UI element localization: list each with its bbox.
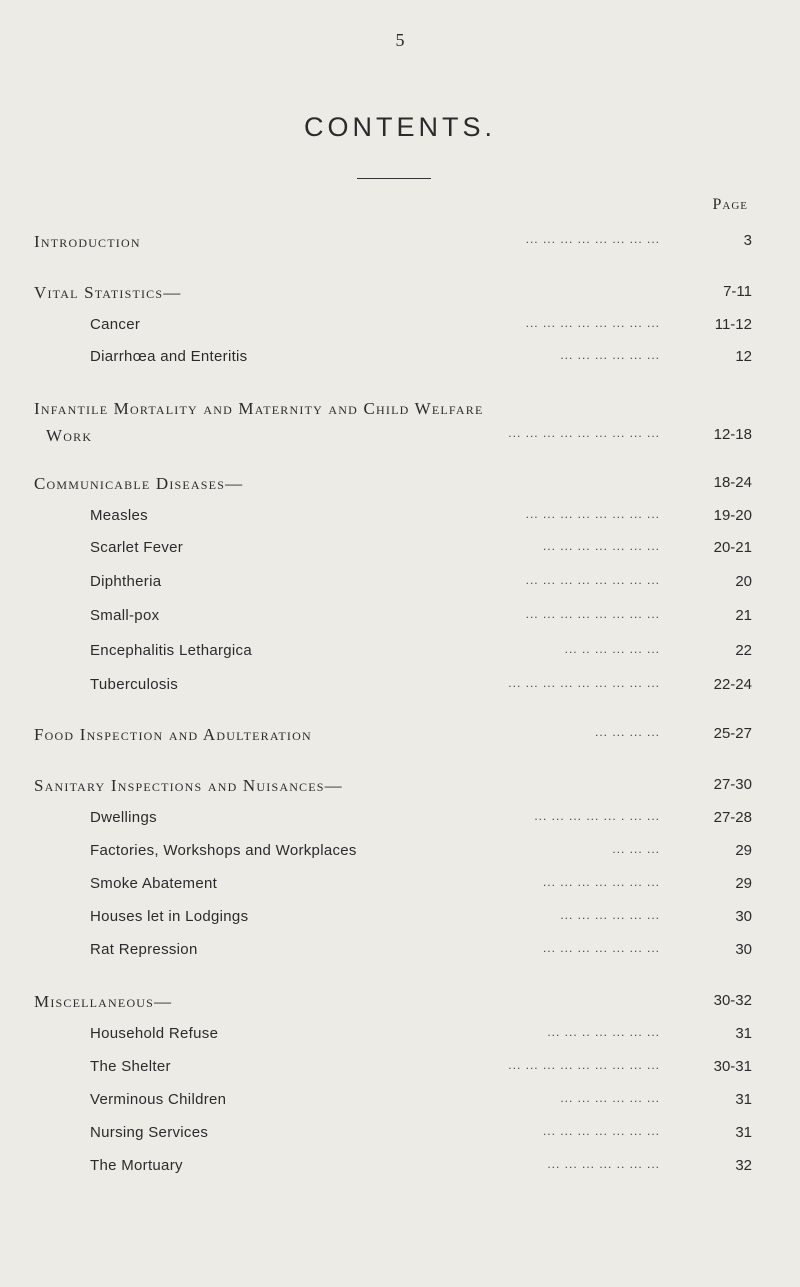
toc-entry-scarlet-fever — [0, 539, 800, 563]
leader-dots: ... ... ... ... ... ... ... ... ... — [508, 676, 660, 690]
toc-entry-page: 3 — [743, 232, 752, 249]
toc-entry-communicable-diseases — [0, 474, 800, 498]
toc-entry-page: 27-30 — [713, 776, 752, 793]
toc-entry-page: 20 — [735, 573, 752, 590]
toc-entry-label: Rat Repression — [90, 941, 198, 958]
toc-entry-page: 22 — [735, 642, 752, 659]
leader-dots: ... ... ... ... ... ... ... ... — [525, 232, 660, 246]
leader-dots: ... ... ... ... ... ... ... ... ... — [508, 1058, 660, 1072]
toc-entry-label: Factories, Workshops and Workplaces — [90, 842, 357, 859]
toc-entry-page: 11-12 — [714, 316, 752, 333]
toc-entry-work — [0, 426, 800, 450]
toc-entry-page: 30-32 — [713, 992, 752, 1009]
toc-entry-label: Diarrhœa and Enteritis — [90, 348, 248, 365]
toc-entry-page: 7-11 — [723, 283, 752, 300]
toc-entry-label: Measles — [90, 507, 148, 524]
toc-entry-vital-statistics — [0, 283, 800, 307]
toc-entry-page: 31 — [735, 1025, 752, 1042]
toc-entry-label: Infantile Mortality and Maternity and Child Welfare — [34, 399, 484, 418]
toc-entry-nursing-services — [0, 1124, 800, 1148]
toc-entry-page: 29 — [735, 842, 752, 859]
toc-entry-label: Sanitary Inspections and Nuisances— — [34, 776, 343, 795]
toc-entry-label: Small-pox — [90, 607, 160, 624]
leader-dots: ... ... ... ... ... ... ... ... — [525, 507, 660, 521]
toc-entry-page: 31 — [735, 1124, 752, 1141]
leader-dots: ... ... ... ... ... ... ... ... ... — [508, 426, 660, 440]
leader-dots: ... ... ... ... ... ... — [560, 1091, 660, 1105]
toc-entry-label: Vital Statistics— — [34, 283, 182, 302]
toc-entry-sanitary-inspections — [0, 776, 800, 800]
toc-entry-page: 32 — [735, 1157, 752, 1174]
toc-entry-label: The Mortuary — [90, 1157, 183, 1174]
toc-entry-label: Household Refuse — [90, 1025, 219, 1042]
page-title: CONTENTS. — [303, 112, 496, 142]
toc-entry-label: Work — [46, 426, 93, 445]
toc-entry-page: 18-24 — [713, 474, 752, 491]
toc-entry-verminous-children — [0, 1091, 800, 1115]
toc-entry-page: 30 — [735, 941, 752, 958]
toc-entry-measles — [0, 507, 800, 531]
toc-entry-page: 29 — [735, 875, 752, 892]
toc-entry-page: 31 — [735, 1091, 752, 1108]
toc-entry-label: Encephalitis Lethargica — [90, 642, 252, 659]
toc-entry-label: Diphtheria — [90, 573, 162, 590]
toc-entry-label: Dwellings — [90, 809, 157, 826]
toc-entry-page: 20-21 — [713, 539, 752, 556]
toc-entry-the-mortuary — [0, 1157, 800, 1181]
toc-entry-household-refuse — [0, 1025, 800, 1049]
toc-entry-infantile-mortality — [0, 399, 800, 423]
toc-entry-the-shelter — [0, 1058, 800, 1082]
leader-dots: ... ... ... ... ... ... ... — [542, 539, 660, 553]
leader-dots: ... ... ... ... ... ... ... — [542, 941, 660, 955]
toc-entry-label: Scarlet Fever — [90, 539, 184, 556]
toc-entry-page: 12 — [735, 348, 752, 365]
toc-entry-page: 30 — [735, 908, 752, 925]
toc-entry-introduction — [0, 232, 800, 256]
leader-dots: ... ... ... ... ... . ... ... — [534, 809, 660, 823]
leader-dots: ... ... ... ... — [594, 725, 660, 739]
toc-entry-label: Smoke Abatement — [90, 875, 218, 892]
toc-entry-page: 22-24 — [713, 676, 752, 693]
leader-dots: ... ... ... — [612, 842, 660, 856]
toc-entry-dwellings — [0, 809, 800, 833]
toc-entry-food-inspection — [0, 725, 800, 749]
toc-entry-label: Tuberculosis — [90, 676, 179, 693]
toc-entry-label: Verminous Children — [90, 1091, 227, 1108]
leader-dots: ... ... ... ... ... ... — [560, 908, 660, 922]
leader-dots: ... ... .. ... ... ... ... — [547, 1025, 660, 1039]
toc-entry-rat-repression — [0, 941, 800, 965]
page-column-header: Page — [712, 196, 748, 213]
toc-entry-diarrhoea — [0, 348, 800, 372]
leader-dots: ... ... ... ... ... ... ... — [542, 1124, 660, 1138]
toc-entry-houses-lodgings — [0, 908, 800, 932]
toc-entry-page: 21 — [735, 607, 752, 624]
toc-entry-tuberculosis — [0, 676, 800, 700]
page-number: 5 — [395, 30, 405, 50]
leader-dots: ... ... ... ... ... ... ... ... — [525, 316, 660, 330]
toc-entry-factories — [0, 842, 800, 866]
toc-entry-smoke-abatement — [0, 875, 800, 899]
toc-entry-label: Introduction — [34, 232, 141, 251]
toc-entry-label: Cancer — [90, 316, 141, 333]
toc-entry-small-pox — [0, 607, 800, 631]
leader-dots: ... ... ... ... ... ... ... ... — [525, 607, 660, 621]
leader-dots: ... ... ... ... ... ... ... — [542, 875, 660, 889]
toc-entry-page: 19-20 — [713, 507, 752, 524]
title-divider — [357, 178, 431, 179]
toc-entry-encephalitis — [0, 642, 800, 666]
leader-dots: ... ... ... ... .. ... ... — [547, 1157, 660, 1171]
leader-dots: ... ... ... ... ... ... — [560, 348, 660, 362]
leader-dots: ... .. ... ... ... ... — [564, 642, 660, 656]
toc-entry-page: 12-18 — [713, 426, 752, 443]
toc-entry-diphtheria — [0, 573, 800, 597]
toc-entry-page: 25-27 — [713, 725, 752, 742]
toc-entry-cancer — [0, 316, 800, 340]
toc-entry-label: Food Inspection and Adulteration — [34, 725, 312, 744]
toc-entry-page: 30-31 — [713, 1058, 752, 1075]
leader-dots: ... ... ... ... ... ... ... ... — [525, 573, 660, 587]
toc-entry-label: The Shelter — [90, 1058, 171, 1075]
toc-entry-label: Houses let in Lodgings — [90, 908, 249, 925]
toc-entry-page: 27-28 — [713, 809, 752, 826]
toc-entry-label: Nursing Services — [90, 1124, 209, 1141]
toc-entry-label: Miscellaneous— — [34, 992, 173, 1011]
toc-entry-label: Communicable Diseases— — [34, 474, 244, 493]
toc-entry-miscellaneous — [0, 992, 800, 1016]
